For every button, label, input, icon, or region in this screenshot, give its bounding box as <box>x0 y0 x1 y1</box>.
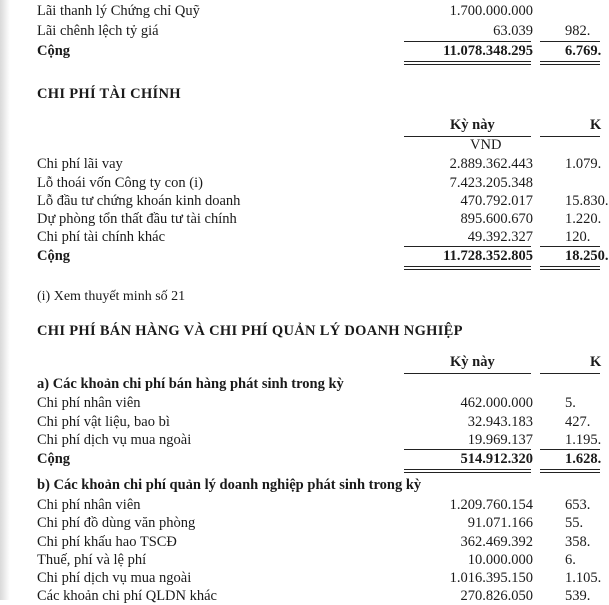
total-double-rule <box>540 469 600 473</box>
table-row <box>37 496 600 514</box>
table-row <box>37 228 600 246</box>
row-label: Lãi thanh lý Chứng chỉ Quỹ <box>37 3 200 19</box>
row-label: Chi phí nhân viên <box>37 395 141 411</box>
column-header-current: Kỳ này <box>450 117 495 133</box>
section-title: CHI PHÍ BÁN HÀNG VÀ CHI PHÍ QUẢN LÝ DOANH NGHIỆP <box>37 323 463 339</box>
row-prev-value: 6. <box>565 552 576 568</box>
row-label: Chi phí tài chính khác <box>37 229 166 245</box>
section-title: CHI PHÍ TÀI CHÍNH <box>37 86 181 102</box>
subsection-label: b) Các khoản chi phí quản lý doanh nghiệp phát sinh trong kỳ <box>37 477 422 493</box>
total-double-rule <box>540 266 600 270</box>
row-label: Chi phí dịch vụ mua ngoài <box>37 432 192 448</box>
row-prev-value: 6.769. <box>565 43 602 59</box>
row-label: Cộng <box>37 43 71 59</box>
table-row <box>37 174 600 192</box>
table-row <box>37 155 600 173</box>
row-prev-value: 982. <box>565 23 591 39</box>
row-prev-value: 1.105. <box>565 570 602 586</box>
total-double-rule <box>404 61 531 65</box>
table-row <box>37 431 600 449</box>
total-double-rule <box>404 469 531 473</box>
table-row <box>37 551 600 569</box>
table-row <box>37 22 600 40</box>
row-prev-value: 1.628. <box>565 451 602 467</box>
table-row <box>37 514 600 532</box>
row-label: Thuế, phí và lệ phí <box>37 552 147 568</box>
row-label: Các khoản chi phí QLDN khác <box>37 588 217 604</box>
row-current-value: 1.016.395.150 <box>449 570 533 586</box>
row-prev-value: 55. <box>565 515 584 531</box>
page-edge-shadow <box>0 0 10 600</box>
row-prev-value: 1.195. <box>565 432 602 448</box>
row-current-value: 32.943.183 <box>467 414 533 430</box>
row-current-value: 895.600.670 <box>460 211 533 227</box>
unit-label: VND <box>470 137 502 153</box>
table-row <box>37 192 609 210</box>
total-row <box>37 450 600 468</box>
row-label: Cộng <box>37 248 71 264</box>
row-current-value: 63.039 <box>493 23 533 39</box>
column-header-previous: K <box>590 117 602 133</box>
row-current-value: 362.469.392 <box>460 534 533 550</box>
row-current-value: 270.826.050 <box>460 588 533 604</box>
header-rule <box>404 373 531 374</box>
total-double-rule <box>404 266 531 270</box>
row-current-value: 462.000.000 <box>460 395 533 411</box>
row-current-value: 514.912.320 <box>460 451 533 467</box>
table-row <box>37 394 600 412</box>
column-header-previous: K <box>590 354 602 370</box>
row-prev-value: 427. <box>565 414 591 430</box>
row-prev-value: 1.220. <box>565 211 602 227</box>
row-current-value: 11.728.352.805 <box>443 248 533 264</box>
row-prev-value: 15.830. <box>565 193 609 209</box>
header-rule <box>540 136 600 137</box>
header-rule <box>540 373 600 374</box>
row-label: Lỗ đầu tư chứng khoán kinh doanh <box>37 193 241 209</box>
row-current-value: 10.000.000 <box>467 552 533 568</box>
row-current-value: 49.392.327 <box>467 229 533 245</box>
table-row <box>37 2 600 20</box>
table-row <box>37 533 600 551</box>
table-row <box>37 569 600 587</box>
row-current-value: 19.969.137 <box>467 432 533 448</box>
row-prev-value: 18.250. <box>565 248 609 264</box>
row-prev-value: 358. <box>565 534 591 550</box>
table-row <box>37 210 600 228</box>
row-label: Chi phí khấu hao TSCĐ <box>37 534 177 550</box>
row-current-value: 1.209.760.154 <box>449 497 533 513</box>
row-label: Cộng <box>37 451 71 467</box>
row-label: Chi phí nhân viên <box>37 497 141 513</box>
row-label: Dự phòng tổn thất đầu tư tài chính <box>37 211 237 227</box>
row-current-value: 2.889.362.443 <box>449 156 533 172</box>
row-label: Chi phí dịch vụ mua ngoài <box>37 570 192 586</box>
row-label: Chi phí vật liệu, bao bì <box>37 414 170 430</box>
row-prev-value: 539. <box>565 588 591 604</box>
subsection-label: a) Các khoản chi phí bán hàng phát sinh trong kỳ <box>37 376 344 392</box>
row-label: Chi phí đồ dùng văn phòng <box>37 515 196 531</box>
row-current-value: 470.792.017 <box>460 193 533 209</box>
column-header-current: Kỳ này <box>450 354 495 370</box>
subsection-title <box>37 476 600 494</box>
row-label: Chi phí lãi vay <box>37 156 123 172</box>
total-row <box>37 42 600 60</box>
total-double-rule <box>540 61 600 65</box>
row-current-value: 11.078.348.295 <box>443 43 533 59</box>
row-prev-value: 653. <box>565 497 591 513</box>
table-row <box>37 413 600 431</box>
row-current-value: 1.700.000.000 <box>449 3 533 19</box>
row-prev-value: 120. <box>565 229 591 245</box>
row-prev-value: 5. <box>565 395 576 411</box>
total-row <box>37 247 609 265</box>
row-current-value: 7.423.205.348 <box>449 175 533 191</box>
table-row <box>37 587 600 605</box>
row-prev-value: 1.079. <box>565 156 602 172</box>
row-current-value: 91.071.166 <box>467 515 533 531</box>
row-label: Lỗ thoái vốn Công ty con (i) <box>37 175 203 191</box>
subsection-title <box>37 375 600 393</box>
footnote: (i) Xem thuyết minh số 21 <box>37 289 186 304</box>
header-rule <box>404 136 531 137</box>
row-label: Lãi chênh lệch tỷ giá <box>37 23 159 39</box>
